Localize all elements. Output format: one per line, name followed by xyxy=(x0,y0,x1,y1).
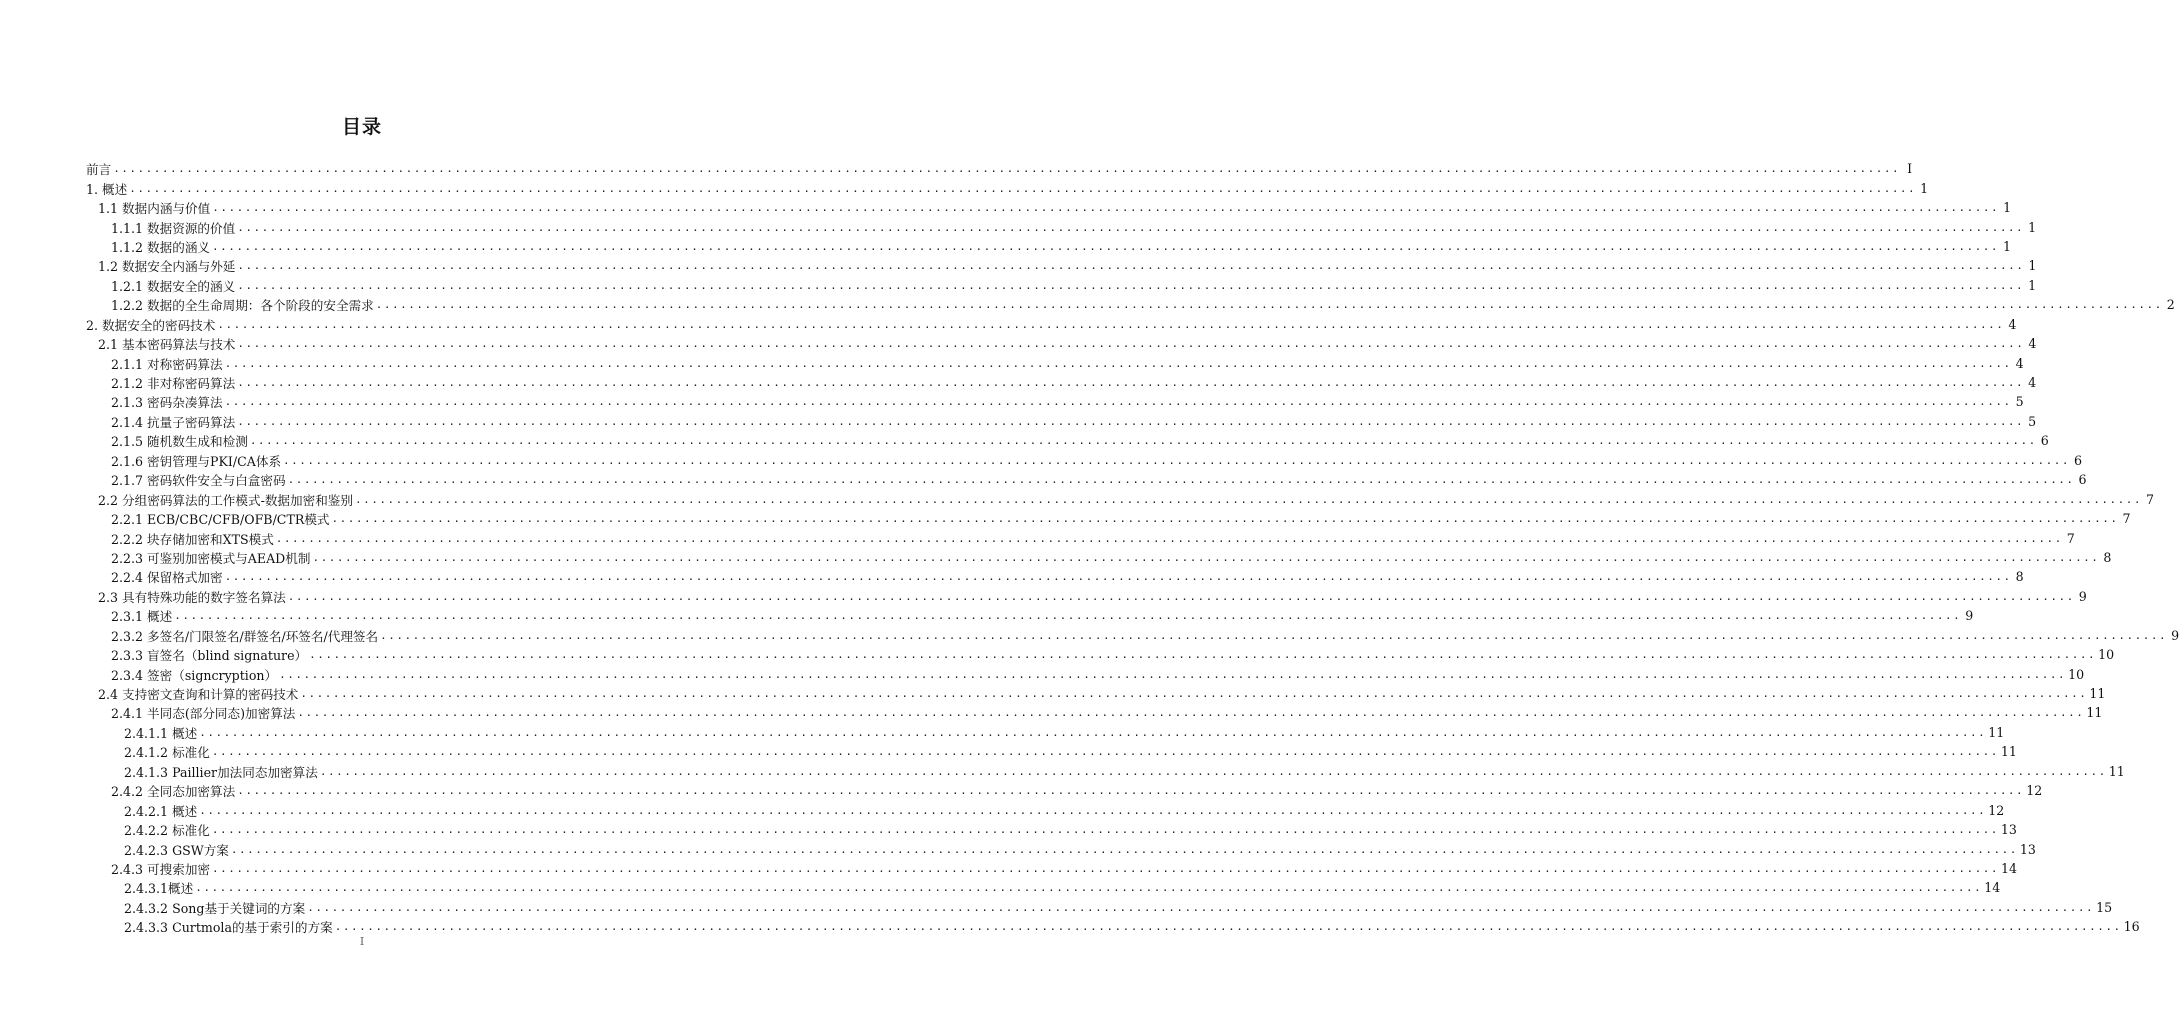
toc-entry-label: 2.3.2 多签名/门限签名/群签名/环签名/代理签名 xyxy=(111,628,379,644)
toc-entry[interactable] xyxy=(86,684,2106,703)
toc-entry-page: 10 xyxy=(2098,647,2115,663)
toc-entry[interactable] xyxy=(86,878,2001,897)
dot-leader: ............................................................................................................................................................................................................................ xyxy=(300,687,2088,701)
toc-entry[interactable] xyxy=(86,898,2113,917)
toc-entry-label: 1.1 数据内涵与价值 xyxy=(98,201,211,217)
dot-leader: ............................................................................................................................................................................................................................ xyxy=(224,356,2012,370)
toc-entry[interactable] xyxy=(86,820,2017,839)
dot-leader: ............................................................................................................................................................................................................................ xyxy=(319,764,2107,778)
dot-leader: ............................................................................................................................................................................................................................ xyxy=(249,434,2037,448)
toc-entry-label: 2.1.3 密码杂凑算法 xyxy=(111,395,223,411)
toc-entry-label: 2.1.5 随机数生成和检测 xyxy=(111,434,248,450)
toc-entry-label: 2.1.2 非对称密码算法 xyxy=(111,376,236,392)
dot-leader: ............................................................................................................................................................................................................................ xyxy=(217,317,2005,331)
toc-entry-page: 8 xyxy=(2015,569,2024,585)
dot-leader: ............................................................................................................................................................................................................................ xyxy=(199,803,1987,817)
dot-leader: ............................................................................................................................................................................................................................ xyxy=(283,453,2071,467)
toc-entry-label: 2.2.4 保留格式加密 xyxy=(111,570,223,586)
toc-entry-page: 6 xyxy=(2074,452,2083,468)
toc-entry[interactable] xyxy=(86,334,2037,353)
toc-entry-page: 11 xyxy=(2089,686,2106,702)
toc-entry-page: I xyxy=(1907,161,1913,177)
toc-entry-page: 7 xyxy=(2122,511,2131,527)
toc-entry-page: 14 xyxy=(2001,860,2018,876)
dot-leader: ............................................................................................................................................................................................................................ xyxy=(237,337,2025,351)
toc-entry[interactable] xyxy=(86,762,2125,781)
toc-entry[interactable] xyxy=(86,703,2103,722)
toc-entry-label: 2.3.3 盲签名（blind signature） xyxy=(111,648,308,664)
toc-entry-label: 2.4.1 半同态(部分同态)加密算法 xyxy=(111,706,296,722)
toc-entry-page: 1 xyxy=(2003,200,2012,216)
toc-entry-label: 2. 数据安全的密码技术 xyxy=(86,317,216,333)
toc-entry-page: 16 xyxy=(2123,919,2140,935)
toc-entry-page: 4 xyxy=(2028,375,2037,391)
toc-entry[interactable] xyxy=(86,431,2049,450)
toc-entry-page: 13 xyxy=(2000,822,2017,838)
toc-entry[interactable] xyxy=(86,587,2087,606)
toc-entry-page: 4 xyxy=(2028,336,2037,352)
dot-leader: ............................................................................................................................................................................................................................ xyxy=(237,220,2025,234)
toc-entry-label: 2.4 支持密文查询和计算的密码技术 xyxy=(98,687,299,703)
dot-leader: ............................................................................................................................................................................................................................ xyxy=(195,881,1983,895)
dot-leader: ............................................................................................................................................................................................................................ xyxy=(312,550,2100,564)
dot-leader: ............................................................................................................................................................................................................................ xyxy=(237,784,2025,798)
toc-entry-label: 1.1.2 数据的涵义 xyxy=(111,239,211,255)
toc-entry-label: 2.4.3.1概述 xyxy=(124,881,194,897)
dot-leader: ............................................................................................................................................................................................................................ xyxy=(211,745,1999,759)
toc-title: 目录 xyxy=(341,116,382,138)
toc-entry-label: 2.3.1 概述 xyxy=(111,609,173,625)
toc-entry-label: 1.2 数据安全内涵与外延 xyxy=(98,259,236,275)
dot-leader: ............................................................................................................................................................................................................................ xyxy=(375,298,2163,312)
dot-leader: ............................................................................................................................................................................................................................ xyxy=(309,648,2097,662)
toc-entry-page: 7 xyxy=(2066,530,2075,546)
toc-entry-label: 2.4.2.2 标准化 xyxy=(124,823,210,839)
toc-entry-page: 4 xyxy=(2008,316,2017,332)
dot-leader: ............................................................................................................................................................................................................................ xyxy=(174,609,1962,623)
toc-entry-page: 11 xyxy=(2108,763,2125,779)
toc-entry-page: 13 xyxy=(2019,841,2036,857)
dot-leader: ............................................................................................................................................................................................................................ xyxy=(380,628,2168,642)
dot-leader: ............................................................................................................................................................................................................................ xyxy=(212,861,1999,875)
page-number: I xyxy=(359,935,365,948)
toc-entry-page: 4 xyxy=(2015,355,2024,371)
toc-entry[interactable] xyxy=(86,645,2115,664)
toc-entry-label: 2.1.7 密码软件安全与白盒密码 xyxy=(111,473,286,489)
toc-entry[interactable] xyxy=(86,606,1974,625)
dot-leader: ............................................................................................................................................................................................................................ xyxy=(199,725,1987,739)
dot-leader: ............................................................................................................................................................................................................................ xyxy=(230,842,2018,856)
toc-entry-label: 2.2.2 块存储加密和XTS模式 xyxy=(111,531,274,547)
toc-entry-page: 2 xyxy=(2166,297,2175,313)
toc-entry[interactable] xyxy=(86,489,2154,508)
dot-leader: ............................................................................................................................................................................................................................ xyxy=(212,239,1999,253)
dot-leader: ............................................................................................................................................................................................................................ xyxy=(224,395,2012,409)
toc-entry-page: 8 xyxy=(2103,549,2112,565)
toc-entry-label: 2.2.1 ECB/CBC/CFB/OFB/CTR模式 xyxy=(111,512,330,528)
toc-entry[interactable] xyxy=(86,276,2037,295)
toc-entry-page: 11 xyxy=(2000,744,2017,760)
toc-entry-page: 12 xyxy=(1988,802,2005,818)
dot-leader: ............................................................................................................................................................................................................................ xyxy=(237,259,2025,273)
toc-entry-page: 6 xyxy=(2078,472,2087,488)
toc-entry-page: 11 xyxy=(2086,705,2103,721)
toc-entry[interactable] xyxy=(86,567,2024,586)
toc-entry-page: 15 xyxy=(2096,899,2113,915)
dot-leader: ............................................................................................................................................................................................................................ xyxy=(297,706,2085,720)
toc-entry-label: 2.2 分组密码算法的工作模式-数据加密和鉴别 xyxy=(98,492,353,508)
toc-entry-page: 5 xyxy=(2028,413,2037,429)
toc-entry-page: 14 xyxy=(1984,880,2001,896)
toc-entry-page: 7 xyxy=(2145,491,2154,507)
toc-entry[interactable] xyxy=(86,548,2112,567)
toc-entry-page: 9 xyxy=(2171,627,2179,643)
toc-entry-page: 9 xyxy=(1965,608,1974,624)
dot-leader: ............................................................................................................................................................................................................................ xyxy=(331,512,2119,526)
toc-entry-label: 2.3.4 签密（signcryption） xyxy=(111,667,278,683)
toc-entry-label: 2.4.2.3 GSW方案 xyxy=(124,842,229,858)
toc-entry[interactable] xyxy=(86,664,2085,683)
toc-entry[interactable] xyxy=(86,451,2083,470)
dot-leader: ............................................................................................................................................................................................................................ xyxy=(334,920,2122,934)
dot-leader: ............................................................................................................................................................................................................................ xyxy=(307,900,2095,914)
toc-entry-label: 2.1 基本密码算法与技术 xyxy=(98,337,236,353)
toc-entry-label: 2.1.1 对称密码算法 xyxy=(111,356,223,372)
toc-entry-label: 1.2.2 数据的全生命周期：各个阶段的安全需求 xyxy=(111,298,374,314)
toc-entry[interactable] xyxy=(86,800,2005,819)
dot-leader: ............................................................................................................................................................................................................................ xyxy=(113,162,1901,176)
toc-entry-page: 1 xyxy=(2028,258,2037,274)
toc-entry[interactable] xyxy=(86,917,2140,936)
toc-entry[interactable] xyxy=(86,295,2175,314)
dot-leader: ............................................................................................................................................................................................................................ xyxy=(237,278,2025,292)
toc-entry-label: 2.3 具有特殊功能的数字签名算法 xyxy=(98,589,286,605)
toc-entry[interactable] xyxy=(86,859,2018,878)
toc-entry[interactable] xyxy=(86,373,2037,392)
toc-entry-label: 2.4.1.2 标准化 xyxy=(124,745,210,761)
toc-entry-label: 1.1.1 数据资源的价值 xyxy=(111,220,236,236)
toc-entry[interactable] xyxy=(86,353,2024,372)
toc-entry-page: 1 xyxy=(2002,238,2011,254)
toc-entry[interactable] xyxy=(86,742,2017,761)
dot-leader: ............................................................................................................................................................................................................................ xyxy=(211,823,1999,837)
toc-entry-label: 2.2.3 可鉴别加密模式与AEAD机制 xyxy=(111,550,311,566)
dot-leader: ............................................................................................................................................................................................................................ xyxy=(237,414,2025,428)
dot-leader: ............................................................................................................................................................................................................................ xyxy=(287,473,2075,487)
dot-leader: ............................................................................................................................................................................................................................ xyxy=(212,201,2000,215)
toc-entry-page: 1 xyxy=(1920,180,1929,196)
toc-entry[interactable] xyxy=(86,470,2087,489)
toc-entry-page: 12 xyxy=(2026,783,2043,799)
toc-entry-page: 6 xyxy=(2040,433,2049,449)
dot-leader: ............................................................................................................................................................................................................................ xyxy=(224,570,2012,584)
table-of-contents xyxy=(86,159,2179,937)
toc-entry[interactable] xyxy=(86,237,2011,256)
toc-entry[interactable] xyxy=(86,392,2024,411)
toc-entry-label: 1.2.1 数据安全的涵义 xyxy=(111,278,236,294)
toc-entry-label: 1. 概述 xyxy=(86,181,128,197)
toc-entry[interactable] xyxy=(86,781,2043,800)
toc-entry[interactable] xyxy=(86,315,2017,334)
dot-leader: ............................................................................................................................................................................................................................ xyxy=(354,492,2142,506)
toc-entry-label: 2.4.3.3 Curtmola的基于索引的方案 xyxy=(124,920,333,936)
toc-entry[interactable] xyxy=(86,159,1913,178)
dot-leader: ............................................................................................................................................................................................................................ xyxy=(279,667,2067,681)
toc-entry[interactable] xyxy=(86,528,2075,547)
dot-leader: ............................................................................................................................................................................................................................ xyxy=(287,589,2075,603)
toc-entry-label: 2.4.3 可搜索加密 xyxy=(111,861,211,877)
toc-entry-page: 10 xyxy=(2068,666,2085,682)
toc-entry-label: 2.4.2.1 概述 xyxy=(124,803,198,819)
toc-entry-page: 1 xyxy=(2028,219,2037,235)
toc-entry-label: 2.4.1.1 概述 xyxy=(124,725,198,741)
toc-entry-label: 2.4.2 全同态加密算法 xyxy=(111,784,236,800)
toc-entry[interactable] xyxy=(86,198,2012,217)
toc-entry[interactable] xyxy=(86,412,2037,431)
toc-entry[interactable] xyxy=(86,723,2005,742)
dot-leader: ............................................................................................................................................................................................................................ xyxy=(237,376,2025,390)
toc-entry[interactable] xyxy=(86,839,2036,858)
toc-entry[interactable] xyxy=(86,509,2131,528)
toc-entry-label: 2.1.4 抗量子密码算法 xyxy=(111,414,236,430)
toc-entry[interactable] xyxy=(86,626,2179,645)
dot-leader: ............................................................................................................................................................................................................................ xyxy=(275,531,2063,545)
toc-entry[interactable] xyxy=(86,217,2037,236)
toc-entry-label: 2.1.6 密钥管理与PKI/CA体系 xyxy=(111,453,282,469)
dot-leader: ............................................................................................................................................................................................................................ xyxy=(129,181,1917,195)
toc-entry[interactable] xyxy=(86,256,2037,275)
toc-entry-label: 2.4.1.3 Paillier加法同态加密算法 xyxy=(124,764,318,780)
toc-entry-page: 11 xyxy=(1988,724,2005,740)
toc-entry-page: 1 xyxy=(2028,277,2037,293)
toc-entry-page: 9 xyxy=(2078,588,2087,604)
toc-entry-page: 5 xyxy=(2015,394,2024,410)
toc-entry-label: 2.4.3.2 Song基于关键词的方案 xyxy=(124,900,306,916)
toc-entry-label: 前言 xyxy=(86,162,112,178)
toc-entry[interactable] xyxy=(86,178,1929,197)
